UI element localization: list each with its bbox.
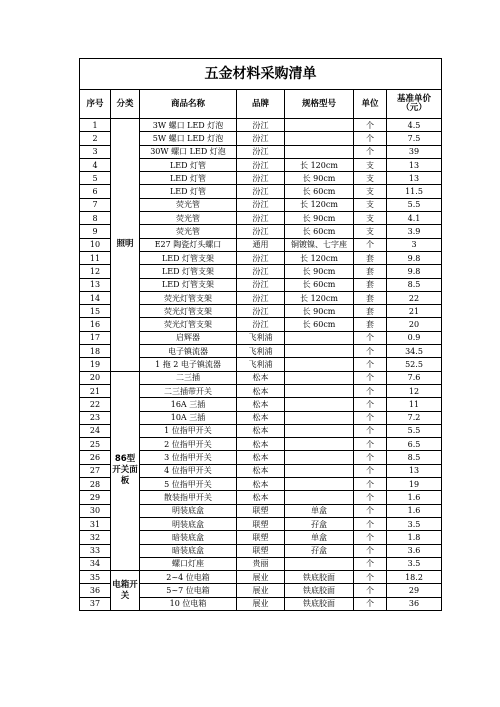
cell-seq: 37 [80, 597, 111, 610]
table-title: 五金材料采购清单 [80, 59, 442, 90]
cell-product-name: 2~4 位电箱 [140, 571, 237, 584]
cell-brand: 汾江 [237, 265, 285, 278]
cell-product-name: 散装指甲开关 [140, 491, 237, 504]
cell-price: 36 [387, 597, 442, 610]
cell-spec: 长 60cm [285, 318, 354, 331]
cell-unit: 个 [354, 571, 387, 584]
cell-spec [285, 345, 354, 358]
cell-seq: 29 [80, 491, 111, 504]
header-spec: 规格型号 [285, 90, 354, 119]
cell-unit: 套 [354, 291, 387, 304]
cell-unit: 个 [354, 478, 387, 491]
cell-unit: 个 [354, 371, 387, 384]
cell-brand: 展业 [237, 571, 285, 584]
cell-unit: 个 [354, 597, 387, 610]
cell-product-name: 4 位指甲开关 [140, 464, 237, 477]
cell-unit: 个 [354, 517, 387, 530]
cell-price: 20 [387, 318, 442, 331]
cell-spec [285, 491, 354, 504]
cell-seq: 26 [80, 451, 111, 464]
cell-unit: 支 [354, 185, 387, 198]
cell-price: 9.8 [387, 251, 442, 264]
cell-price: 3.6 [387, 544, 442, 557]
cell-unit: 个 [354, 345, 387, 358]
cell-brand: 展业 [237, 584, 285, 597]
cell-brand: 汾江 [237, 318, 285, 331]
cell-product-name: LED 灯管支架 [140, 265, 237, 278]
purchase-list-sheet [79, 58, 441, 611]
cell-seq: 23 [80, 411, 111, 424]
cell-unit: 个 [354, 384, 387, 397]
cell-product-name: LED 灯管 [140, 185, 237, 198]
cell-unit: 个 [354, 238, 387, 251]
cell-product-name: LED 灯管支架 [140, 251, 237, 264]
cell-product-name: 10A 三插 [140, 411, 237, 424]
cell-seq: 13 [80, 278, 111, 291]
cell-unit: 支 [354, 212, 387, 225]
cell-product-name: 2 位指甲开关 [140, 438, 237, 451]
cell-price: 11.5 [387, 185, 442, 198]
cell-product-name: 荧光管 [140, 225, 237, 238]
cell-category: 电箱开关 [111, 571, 140, 611]
cell-brand: 松本 [237, 371, 285, 384]
cell-seq: 21 [80, 384, 111, 397]
cell-product-name: E27 陶瓷灯头螺口 [140, 238, 237, 251]
cell-brand: 松本 [237, 438, 285, 451]
cell-product-name: 明装底盒 [140, 517, 237, 530]
cell-price: 8.5 [387, 278, 442, 291]
cell-seq: 7 [80, 198, 111, 211]
cell-seq: 28 [80, 478, 111, 491]
cell-unit: 个 [354, 119, 387, 132]
cell-price: 5.5 [387, 424, 442, 437]
cell-spec [285, 132, 354, 145]
cell-brand: 联塑 [237, 544, 285, 557]
cell-brand: 汾江 [237, 132, 285, 145]
cell-seq: 25 [80, 438, 111, 451]
cell-brand: 汾江 [237, 119, 285, 132]
cell-product-name: 电子镇流器 [140, 345, 237, 358]
cell-spec: 长 90cm [285, 172, 354, 185]
cell-unit: 支 [354, 172, 387, 185]
cell-unit: 个 [354, 411, 387, 424]
cell-seq: 5 [80, 172, 111, 185]
cell-price: 1.8 [387, 531, 442, 544]
cell-unit: 个 [354, 424, 387, 437]
header-product-name: 商品名称 [140, 90, 237, 119]
cell-product-name: 5W 螺口 LED 灯泡 [140, 132, 237, 145]
cell-brand: 汾江 [237, 278, 285, 291]
cell-spec [285, 398, 354, 411]
cell-price: 5.5 [387, 198, 442, 211]
cell-product-name: 启辉器 [140, 331, 237, 344]
cell-unit: 个 [354, 557, 387, 570]
cell-product-name: 荧光灯管支架 [140, 305, 237, 318]
cell-seq: 34 [80, 557, 111, 570]
cell-brand: 展业 [237, 597, 285, 610]
cell-price: 34.5 [387, 345, 442, 358]
cell-brand: 飞利浦 [237, 345, 285, 358]
cell-brand: 汾江 [237, 225, 285, 238]
cell-spec [285, 358, 354, 371]
table-row [80, 371, 442, 384]
cell-spec: 长 120cm [285, 251, 354, 264]
header-seq: 序号 [80, 90, 111, 119]
cell-seq: 19 [80, 358, 111, 371]
table-row [80, 571, 442, 584]
cell-product-name: 5 位指甲开关 [140, 478, 237, 491]
cell-spec: 长 60cm [285, 278, 354, 291]
cell-brand: 汾江 [237, 212, 285, 225]
cell-price: 1.6 [387, 504, 442, 517]
cell-unit: 支 [354, 158, 387, 171]
cell-brand: 松本 [237, 411, 285, 424]
cell-brand: 松本 [237, 424, 285, 437]
cell-spec [285, 384, 354, 397]
cell-product-name: 二三插带开关 [140, 384, 237, 397]
cell-unit: 支 [354, 198, 387, 211]
cell-spec: 铁底胶面 [285, 584, 354, 597]
cell-brand: 汾江 [237, 305, 285, 318]
cell-seq: 24 [80, 424, 111, 437]
cell-seq: 4 [80, 158, 111, 171]
cell-product-name: LED 灯管支架 [140, 278, 237, 291]
cell-spec: 孖盒 [285, 544, 354, 557]
cell-product-name: 荧光管 [140, 212, 237, 225]
cell-unit: 个 [354, 544, 387, 557]
cell-spec: 单盒 [285, 504, 354, 517]
cell-unit: 个 [354, 438, 387, 451]
cell-brand: 汾江 [237, 185, 285, 198]
cell-price: 22 [387, 291, 442, 304]
cell-spec: 铜镀镍、七字座 [285, 238, 354, 251]
cell-spec: 长 120cm [285, 198, 354, 211]
cell-unit: 套 [354, 278, 387, 291]
cell-product-name: 暗装底盒 [140, 531, 237, 544]
cell-category: 照明 [111, 119, 140, 372]
cell-category: 86型开关面板 [111, 371, 140, 570]
cell-product-name: 荧光灯管支架 [140, 291, 237, 304]
cell-spec [285, 411, 354, 424]
cell-seq: 2 [80, 132, 111, 145]
cell-brand: 联塑 [237, 504, 285, 517]
cell-spec: 长 90cm [285, 265, 354, 278]
cell-spec [285, 424, 354, 437]
cell-product-name: 1 拖 2 电子镇流器 [140, 358, 237, 371]
cell-seq: 15 [80, 305, 111, 318]
header-unit: 单位 [354, 90, 387, 119]
cell-price: 1.6 [387, 491, 442, 504]
cell-unit: 个 [354, 584, 387, 597]
cell-spec [285, 331, 354, 344]
cell-seq: 10 [80, 238, 111, 251]
cell-spec [285, 119, 354, 132]
cell-spec: 长 60cm [285, 225, 354, 238]
cell-brand: 松本 [237, 478, 285, 491]
cell-brand: 松本 [237, 491, 285, 504]
cell-spec: 铁底胶面 [285, 597, 354, 610]
cell-brand: 汾江 [237, 291, 285, 304]
cell-spec: 长 90cm [285, 212, 354, 225]
cell-brand: 松本 [237, 398, 285, 411]
cell-unit: 个 [354, 451, 387, 464]
cell-spec: 单盒 [285, 531, 354, 544]
cell-unit: 支 [354, 225, 387, 238]
cell-seq: 11 [80, 251, 111, 264]
cell-product-name: 荧光灯管支架 [140, 318, 237, 331]
cell-seq: 1 [80, 119, 111, 132]
cell-unit: 个 [354, 398, 387, 411]
cell-price: 7.2 [387, 411, 442, 424]
cell-brand: 贵丽 [237, 557, 285, 570]
cell-unit: 个 [354, 331, 387, 344]
cell-seq: 35 [80, 571, 111, 584]
cell-brand: 汾江 [237, 145, 285, 158]
header-category: 分类 [111, 90, 140, 119]
cell-seq: 31 [80, 517, 111, 530]
cell-product-name: LED 灯管 [140, 158, 237, 171]
cell-brand: 飞利浦 [237, 358, 285, 371]
cell-price: 7.5 [387, 132, 442, 145]
cell-unit: 个 [354, 491, 387, 504]
cell-unit: 套 [354, 265, 387, 278]
cell-spec [285, 478, 354, 491]
cell-seq: 32 [80, 531, 111, 544]
cell-product-name: 1 位指甲开关 [140, 424, 237, 437]
cell-brand: 汾江 [237, 198, 285, 211]
cell-seq: 12 [80, 265, 111, 278]
cell-product-name: 荧光管 [140, 198, 237, 211]
cell-spec [285, 371, 354, 384]
cell-brand: 飞利浦 [237, 331, 285, 344]
cell-spec [285, 438, 354, 451]
cell-seq: 14 [80, 291, 111, 304]
cell-unit: 个 [354, 132, 387, 145]
cell-spec: 孖盒 [285, 517, 354, 530]
cell-product-name: 螺口灯座 [140, 557, 237, 570]
cell-price: 7.6 [387, 371, 442, 384]
cell-spec [285, 451, 354, 464]
cell-seq: 20 [80, 371, 111, 384]
cell-product-name: LED 灯管 [140, 172, 237, 185]
cell-seq: 16 [80, 318, 111, 331]
cell-product-name: 10 位电箱 [140, 597, 237, 610]
cell-product-name: 明装底盒 [140, 504, 237, 517]
cell-seq: 36 [80, 584, 111, 597]
cell-seq: 9 [80, 225, 111, 238]
header-brand: 品牌 [237, 90, 285, 119]
cell-seq: 33 [80, 544, 111, 557]
cell-price: 6.5 [387, 438, 442, 451]
cell-unit: 个 [354, 358, 387, 371]
cell-brand: 松本 [237, 451, 285, 464]
cell-price: 8.5 [387, 451, 442, 464]
cell-price: 21 [387, 305, 442, 318]
cell-seq: 8 [80, 212, 111, 225]
cell-product-name: 5~7 位电箱 [140, 584, 237, 597]
table-row [80, 119, 442, 132]
cell-brand: 联塑 [237, 517, 285, 530]
cell-spec: 长 60cm [285, 185, 354, 198]
cell-spec: 长 120cm [285, 291, 354, 304]
cell-brand: 汾江 [237, 172, 285, 185]
cell-unit: 套 [354, 305, 387, 318]
cell-unit: 个 [354, 464, 387, 477]
cell-spec: 长 90cm [285, 305, 354, 318]
table-body [80, 119, 442, 611]
cell-brand: 松本 [237, 464, 285, 477]
cell-brand: 通用 [237, 238, 285, 251]
cell-spec: 长 120cm [285, 158, 354, 171]
cell-spec [285, 557, 354, 570]
purchase-table [79, 58, 442, 611]
cell-unit: 个 [354, 504, 387, 517]
cell-unit: 套 [354, 251, 387, 264]
cell-price: 3.9 [387, 225, 442, 238]
cell-brand: 汾江 [237, 251, 285, 264]
cell-price: 39 [387, 145, 442, 158]
cell-unit: 套 [354, 318, 387, 331]
cell-seq: 22 [80, 398, 111, 411]
cell-price: 13 [387, 172, 442, 185]
cell-price: 3.5 [387, 517, 442, 530]
cell-price: 4.5 [387, 119, 442, 132]
cell-seq: 17 [80, 331, 111, 344]
cell-product-name: 3 位指甲开关 [140, 451, 237, 464]
cell-price: 9.8 [387, 265, 442, 278]
cell-seq: 18 [80, 345, 111, 358]
cell-spec [285, 464, 354, 477]
cell-seq: 27 [80, 464, 111, 477]
cell-price: 3 [387, 238, 442, 251]
cell-price: 18.2 [387, 571, 442, 584]
cell-price: 19 [387, 478, 442, 491]
cell-product-name: 3W 螺口 LED 灯泡 [140, 119, 237, 132]
cell-product-name: 16A 三插 [140, 398, 237, 411]
cell-price: 52.5 [387, 358, 442, 371]
cell-price: 13 [387, 464, 442, 477]
cell-price: 3.5 [387, 557, 442, 570]
cell-unit: 个 [354, 145, 387, 158]
cell-price: 11 [387, 398, 442, 411]
cell-brand: 汾江 [237, 158, 285, 171]
cell-price: 29 [387, 584, 442, 597]
cell-brand: 松本 [237, 384, 285, 397]
cell-spec: 铁底胶面 [285, 571, 354, 584]
cell-spec [285, 145, 354, 158]
cell-price: 4.1 [387, 212, 442, 225]
cell-price: 13 [387, 158, 442, 171]
header-row [80, 90, 442, 119]
cell-unit: 个 [354, 531, 387, 544]
cell-seq: 30 [80, 504, 111, 517]
cell-price: 0.9 [387, 331, 442, 344]
cell-product-name: 二三插 [140, 371, 237, 384]
cell-seq: 3 [80, 145, 111, 158]
header-base-price: 基准单价（元） [387, 90, 442, 119]
cell-price: 12 [387, 384, 442, 397]
cell-brand: 联塑 [237, 531, 285, 544]
cell-seq: 6 [80, 185, 111, 198]
cell-product-name: 30W 螺口 LED 灯泡 [140, 145, 237, 158]
cell-product-name: 暗装底盒 [140, 544, 237, 557]
